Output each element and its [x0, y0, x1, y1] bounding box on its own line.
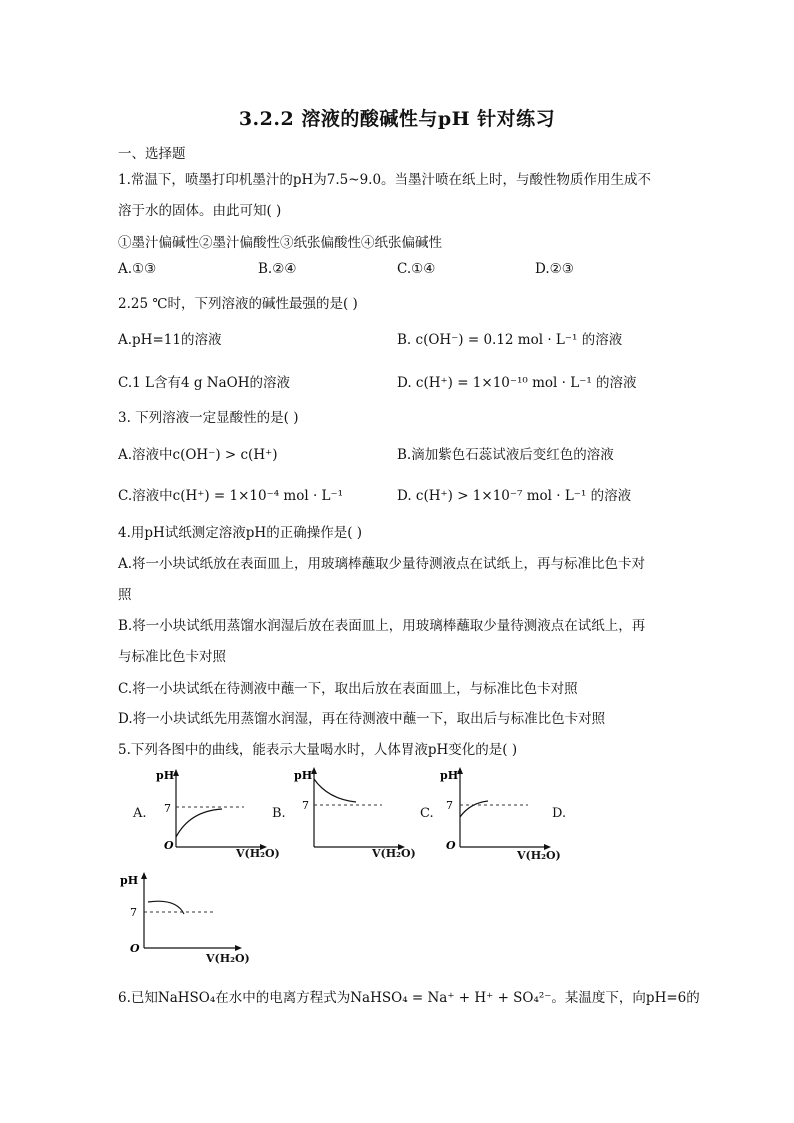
q5-label-d: D. [552, 806, 567, 821]
q4-option-b-line1: B.将一小块试纸用蒸馏水润湿后放在表面皿上，用玻璃棒蘸取少量待测液点在试纸上，再 [118, 618, 646, 634]
q3-stem: 3. 下列溶液一定显酸性的是( ) [118, 410, 299, 426]
graph-d-y-arrow [141, 872, 147, 879]
q3-option-a: A.溶液中c(OH⁻) > c(H⁺) [118, 447, 278, 463]
q5-label-b: B. [272, 806, 286, 821]
graph-c-xlabel: V(H₂O) [517, 849, 561, 862]
graph-d-x-arrow [235, 945, 242, 951]
graph-b-ylabel: pH [294, 769, 313, 782]
q1-line1: 1.常温下，喷墨打印机墨汁的pH为7.5~9.0。当墨汁喷在纸上时，与酸性物质作用生成不 [118, 172, 652, 188]
graph-b-curve [314, 779, 356, 802]
q3-option-d: D. c(H⁺) > 1×10⁻⁷ mol · L⁻¹ 的溶液 [397, 488, 632, 504]
q1-option-a: A.①③ [118, 261, 157, 277]
graph-d-curve [148, 901, 184, 914]
q5-label-a: A. [133, 806, 147, 821]
graph-a-ylabel: pH [156, 769, 175, 782]
q3-option-b: B.滴加紫色石蕊试液后变红色的溶液 [397, 447, 614, 463]
q1-line3: ①墨汁偏碱性②墨汁偏酸性③纸张偏酸性④纸张偏碱性 [118, 235, 442, 251]
graph-b-xlabel: V(H₂O) [372, 847, 416, 860]
q4-option-a-line2: 照 [118, 587, 132, 603]
graph-c-curve [460, 801, 488, 817]
q2-option-d: D. c(H⁺) = 1×10⁻¹⁰ mol · L⁻¹ 的溶液 [397, 375, 637, 391]
q2-stem: 2.25 ℃时，下列溶液的碱性最强的是( ) [118, 296, 358, 312]
graph-a-tick7: 7 [164, 802, 171, 815]
graph-a-curve [176, 809, 222, 837]
graph-d-origin: O [130, 942, 140, 955]
graph-c-origin: O [446, 839, 456, 852]
q2-option-c: C.1 L含有4 g NaOH的溶液 [118, 375, 290, 391]
page-title: 3.2.2 溶液的酸碱性与pH 针对练习 [238, 108, 556, 130]
q3-option-c: C.溶液中c(H⁺) = 1×10⁻⁴ mol · L⁻¹ [118, 488, 344, 504]
section-heading: 一、选择题 [118, 146, 186, 162]
graph-a-xlabel: V(H₂O) [236, 847, 280, 860]
q5-label-c: C. [420, 806, 434, 821]
q1-option-b: B.②④ [258, 261, 297, 277]
q5-stem: 5.下列各图中的曲线，能表示大量喝水时，人体胃液pH变化的是( ) [118, 742, 518, 758]
q4-option-d: D.将一小块试纸先用蒸馏水润湿，再在待测液中蘸一下，取出后与标准比色卡对照 [118, 711, 606, 727]
graph-d-ylabel: pH [120, 874, 139, 887]
q2-option-a: A.pH=11的溶液 [118, 332, 222, 348]
q4-stem: 4.用pH试纸测定溶液pH的正确操作是( ) [118, 525, 363, 541]
q4-option-b-line2: 与标准比色卡对照 [118, 649, 226, 665]
q2-option-b: B. c(OH⁻) = 0.12 mol · L⁻¹ 的溶液 [397, 332, 623, 348]
graph-c-tick7: 7 [446, 799, 453, 812]
q4-option-c: C.将一小块试纸在待测液中蘸一下，取出后放在表面皿上，与标准比色卡对照 [118, 681, 578, 697]
q6-line1: 6.已知NaHSO₄在水中的电离方程式为NaHSO₄ = Na⁺ + H⁺ + SO₄²⁻。某温度下，向pH=6的 [118, 990, 700, 1006]
graph-b-tick7: 7 [302, 799, 309, 812]
q1-line2: 溶于水的固体。由此可知( ) [118, 203, 282, 219]
graph-d-xlabel: V(H₂O) [206, 952, 250, 965]
q1-option-d: D.②③ [535, 261, 574, 277]
graph-a-origin: O [164, 839, 174, 852]
q1-option-c: C.①④ [397, 261, 436, 277]
graph-d-tick7: 7 [130, 906, 137, 919]
q4-option-a-line1: A.将一小块试纸放在表面皿上，用玻璃棒蘸取少量待测液点在试纸上，再与标准比色卡对 [118, 556, 646, 572]
graph-c-ylabel: pH [440, 769, 459, 782]
